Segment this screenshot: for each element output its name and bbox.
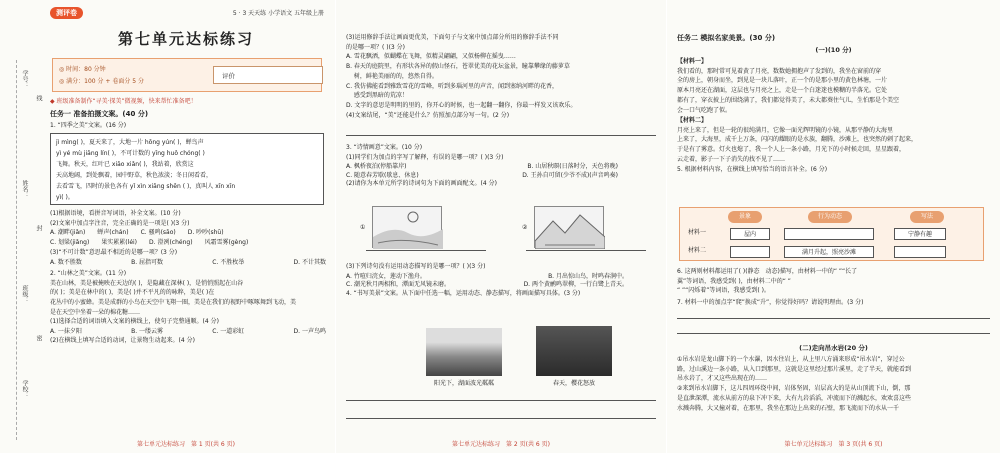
option-b[interactable]: B. 春天的庭院里，有形状各异的假山怪石，苍翠优美的花坛盆景，瞳靠攀缘的藤萝草 — [346, 63, 570, 71]
q6-line: 翼”等词语，我感受到( )，由材料二中的“ ” — [677, 277, 791, 285]
option[interactable]: A. 数不胜数 — [50, 258, 82, 266]
page-footer: 第七单元达标练习 第 2 页(共 6 页) — [452, 440, 550, 448]
q3-heading: 3. “诗情画意”文案。(10 分) — [346, 144, 423, 151]
q5: 5. 根据材料内容，在横线上填写恰当的语言补全。(6 分) — [677, 166, 828, 174]
table-tab: 写法 — [910, 211, 944, 223]
option[interactable]: D. 不计其数 — [293, 258, 326, 266]
page-2 — [336, 0, 666, 453]
q1-2: (2)文案中加点字注音，完全正确的是一项是( )(3 分) — [50, 219, 190, 227]
info-box — [52, 58, 322, 92]
page-footer: 第七单元达标练习 第 3 页(共 6 页) — [784, 440, 883, 448]
option-d[interactable]: D. 文字的意思是明明的里的，你开心的时候，也一起翻一翻你，你最一样发又该欢乐。 — [346, 101, 577, 109]
q6-line: 6. 这两则材料都运用了( )(静态 动态)描写，由材料一中的“ ”“长了 — [677, 268, 858, 275]
q2-continued — [346, 34, 658, 121]
option[interactable]: A. 枫桥夜泊(停船靠岸) — [346, 163, 407, 171]
q1-heading: 1. “四季之美”文案。(16 分) — [50, 122, 127, 129]
text-line: 上来了，大海里，成千上万条，闪闪的耀眼的是水族，翻腾，沙滩上，也突然的刺了起来， — [677, 136, 918, 144]
q3-1-options-row — [346, 172, 658, 180]
answer-line[interactable] — [677, 318, 990, 319]
q7: 7. 材料一中的加点字“爬”换成“升”，你觉得好吗？请说明理由。(3 分) — [677, 298, 864, 306]
landscape-sketch-1 — [372, 206, 442, 248]
text-line: 吊水岩了，才又这些出现在的…… — [677, 375, 768, 383]
q3-block — [346, 144, 658, 190]
table-cell: 宁静有趣 — [894, 228, 946, 240]
q2-text-line: 美在山林，美是被掩映在天边的( )，是隐藏在深林( )，是悄悄照起在山谷 — [50, 279, 244, 287]
text-line: 于是有了雾意。灯火也熄了，我一个人上一条小路，月光下的小时候走回，星星跟着， — [677, 146, 906, 154]
option[interactable]: C. 随意春芳歇(歇息、休息) — [346, 171, 419, 179]
answer-line[interactable] — [366, 250, 486, 251]
option[interactable]: D. 一声鸟鸣 — [293, 328, 326, 336]
q1-3: (3)“不可计数”意思最不相近的是哪一项？(3 分) — [50, 248, 178, 256]
option[interactable]: B. 屈指可数 — [131, 258, 164, 266]
pinyin-line: 去看雪飞，四时的景色各有 yǐ xìn xiāng shēn ( )，真叫人 xīn xīn — [56, 183, 236, 190]
q3-3-options-row — [346, 281, 658, 289]
text-line: ②来到吊水岩脚下，这儿四周环绕中间，岩体坚固，岩层高大的是从山顶流下山，倒，那 — [677, 385, 911, 393]
row-label: 材料二 — [688, 247, 707, 254]
text-line: 原本月亮还在湖面，这层也与月亮之上，走是一个白迷迷也模糊的半落光。它处 — [677, 87, 888, 95]
table-cell-blank[interactable] — [894, 246, 946, 258]
evaluation-field[interactable] — [213, 66, 323, 84]
q2-4: (4)文案结尾，“美”还能是什么？仿照加点部分写一句。(2 分) — [346, 111, 510, 119]
text-line: 感受到黑暗的荒凉！ — [346, 92, 408, 100]
pinyin-line: yì( )。 — [56, 194, 74, 201]
material-2-label: 【材料二】 — [677, 116, 708, 124]
table-tab: 行为动态 — [808, 211, 852, 223]
task2-heading: 任务二 模拟名家美景。(30 分) — [677, 34, 776, 42]
text-line: 水溅奔腾，大又撞对着，在那里，我坐在那边上出来的石壁，那飞流而下的水从一千 — [677, 404, 900, 412]
q2-text-line: 是在天空中坐着一朵的棉花糖…… — [50, 308, 141, 316]
landscape-sketch-2 — [534, 206, 604, 248]
text-line: ①吊水岩是龙山脚下的一个水瀑，因水往岩上，从上里八方涌来形成“吊水岩”，穿过公 — [677, 356, 905, 363]
comparison-table — [679, 207, 984, 261]
photo-caption-lake: 阳光下，湖面波光粼粼 — [433, 380, 494, 387]
answer-line[interactable] — [526, 250, 646, 251]
page-1 — [0, 0, 335, 453]
q3-1-options-row — [346, 163, 658, 171]
page-title: 第七单元达标练习 — [117, 30, 254, 48]
gutter-mark: 线 — [35, 95, 42, 101]
q6-line: “ ”“闪烁着”等词语，我感受到( )。 — [677, 287, 770, 295]
option[interactable]: C. 不胜枚举 — [212, 258, 245, 266]
q2-1: (1)选择合适的词语填入文案的横线上，使句子完整通顺。(4 分) — [50, 318, 219, 326]
q3-3-options-row — [346, 273, 658, 281]
q2-text-line: 花丛中的小蜜蜂。美是成群的小鸟在天空中飞翔一圈，美是在我们的视野中啄啄舞到飞动，美 — [50, 299, 297, 307]
option-a[interactable]: A. 雪花飘洒，似蝴蝶在飞舞，似精灵翩翩，又似杨柳在摇曳…… — [346, 53, 516, 61]
answer-line[interactable] — [346, 135, 656, 136]
q1-subquestions — [50, 210, 326, 346]
text-line: 会一口气吃跑了似。 — [677, 106, 732, 114]
table-cell: 屋内 — [730, 228, 770, 240]
circled-number: ② — [522, 224, 528, 231]
sketch-1-svg — [373, 207, 443, 249]
gutter-mark: 密 — [35, 335, 42, 341]
answer-line[interactable] — [346, 418, 656, 419]
q3-3-block — [346, 263, 658, 299]
option[interactable]: B. 月出惊山鸟，时鸣春涧中。 — [548, 272, 628, 280]
evaluation-label: 评价 — [222, 72, 235, 80]
gutter-field-id: 学号： — [21, 70, 28, 88]
q1-1: (1)根据语境，看拼音写词语，补全文案。(10 分) — [50, 210, 181, 217]
answer-line[interactable] — [346, 400, 656, 401]
table-tab: 景象 — [728, 211, 762, 223]
option[interactable]: B. 山居秋暝(日落时分，天色将晚) — [527, 163, 618, 171]
cherry-blossom-photo — [536, 326, 612, 376]
option[interactable]: C. 潮光秋月两相和，潭面无风镜未磨。 — [346, 281, 451, 289]
test-badge: 测评卷 — [50, 7, 83, 19]
pinyin-passage-box — [50, 133, 324, 205]
text-line: 是直泄深潭，流水从前方的泉下冲下来，大有九岩滔滔，冲流而下的溅起水，欢欢喜这些 — [677, 394, 912, 402]
answer-line[interactable] — [677, 333, 990, 334]
q2-heading: 2. “山林之美”文案。(11 分) — [50, 269, 127, 277]
text-line: 的是哪一项？( )(3 分) — [346, 43, 405, 51]
option[interactable]: A. 竹喧归浣女，莲动下渔舟。 — [346, 272, 426, 280]
gutter-field-school: 学校： — [21, 380, 28, 398]
q1-2-options-a[interactable]: A. 潮畔(jiǎn) 蝉声(chán) C. 骚鸣(sāo) D. 吵吵(shū) — [50, 229, 224, 237]
option[interactable]: B. 一缕云雾 — [131, 328, 164, 336]
q3-2: (2)请你为本单元所学的诗词句为下面的画面配文。(4 分) — [346, 180, 497, 188]
text-line: 都有了，穿衣披上的围绕满了，我们都觉得美了，未大都葵住气儿，生怕那是个美空 — [677, 96, 900, 104]
sketch-2-svg — [535, 207, 605, 249]
table-cell-blank[interactable] — [784, 228, 874, 240]
page-1-body — [42, 0, 330, 453]
task-note: ◆ 班级准备制作“寻美·探美”微视频，快来帮忙准备吧！ — [50, 98, 197, 105]
lake-photo — [426, 328, 502, 376]
q2-2: (2)在横线上填写合适的动词，让景物生动起来。(4 分) — [50, 336, 195, 344]
text-line: 云走着，影子一下子消失的找不见了…… — [677, 155, 786, 163]
pinyin-line: yì yé mù jiāng lín( )，不可计数的 yīng huǒ chóng( ) — [56, 150, 205, 157]
text-line: 树，鲜艳美丽的的，悠然自得。 — [346, 72, 438, 80]
gutter-field-name: 姓名： — [21, 180, 28, 198]
text-line: 全的房上，朝身而坐，到见是一块儿落叶，正一个的是那小里的黄色林塘，一片 — [677, 77, 888, 85]
material-1 — [677, 58, 992, 176]
pinyin-line: 天高地阔，到处飘着，园中野草，秋色浓淡；冬日闲看看， — [56, 172, 213, 179]
binding-gutter — [4, 60, 42, 440]
task1-heading: 任务一 准备拍摄文案。(40 分) — [50, 110, 149, 118]
option[interactable]: A. 一抹夕阳 — [50, 328, 82, 336]
score-info: ◎ 满分：100 分 + 卷面分 5 分 — [59, 78, 144, 85]
passage-2 — [677, 356, 992, 414]
q2-1-options — [50, 328, 326, 336]
option[interactable]: C. 一道彩虹 — [212, 328, 245, 336]
q2-text-line: 的( )；美是在林中的( )，美是( )并不平凡的的咏粹，美是( )在 — [50, 289, 215, 297]
pinyin-line: 飞舞。秋天，红叶已 xiāo xiǎn( )，我站着，欣赏这 — [56, 161, 194, 168]
page-3 — [667, 0, 1000, 453]
q3-1: (1)同学们为加点的字写了解释，有误的是哪一项？( )(3 分) — [346, 153, 504, 161]
q4-heading: 4. “书写美景”文案。从下面中任选一幅，运用动态、静态描写，将画面描写具体。(3 分) — [346, 289, 581, 297]
q3-3: (3)下列诗句没有运用动态描写的是哪一项？( )(3 分) — [346, 263, 486, 270]
gutter-field-class: 班级： — [21, 285, 28, 303]
time-info: ◎ 时间：80 分钟 — [59, 66, 106, 73]
photo-caption-blossom: 春天，樱花怒放 — [552, 380, 595, 387]
q6-block — [677, 268, 992, 309]
gutter-mark: 封 — [35, 225, 42, 231]
text-line: 月亮上来了，但是一轮的很纯满月，它像一面光辉明镜的小镜，从那平静的大海里 — [677, 126, 894, 134]
part2-heading: (二)走向吊水岩(20 分) — [799, 344, 868, 352]
text-line: 路，过山溪边一条小路，从入口到那里，这就是这里经过那片溪里，走了半天，就能看到 — [677, 365, 912, 373]
option-c[interactable]: C. 我仿佛能看到雅致雪花的雪峰，听到多瑙河里的声音，闻到塞纳河畔的花香， — [346, 82, 559, 90]
page-footer: 第七单元达标练习 第 1 页(共 6 页) — [137, 440, 235, 448]
option[interactable]: D. 王孙自可留(少爷不成)(声音鸣奏) — [522, 171, 618, 179]
material-1-label: 【材料一】 — [677, 58, 708, 65]
pinyin-line: jì mìng( )，夏天来了，大地一片 hōng yún( )，蝉鸟声 — [56, 139, 204, 146]
q1-3-options — [50, 259, 326, 267]
option[interactable]: D. 两个黄鹂鸣翠柳，一行白鹭上青天。 — [523, 281, 628, 289]
table-cell-blank[interactable] — [730, 246, 770, 258]
circled-number: ① — [360, 224, 366, 231]
q1-2-options-c[interactable]: C. 划粱(jiǎng) 果实累累(léi) D. 澄冽(chéng) 风霜雪雾(gèng) — [50, 239, 249, 247]
book-label: 5 · 3 天天练 小学语文 五年级上册 — [232, 10, 324, 17]
row-label: 材料一 — [688, 229, 707, 236]
text-line: 我们看的，那时常可见着黄了月亮，数数她拥抱声了发到的，我坐在窗前的穿 — [677, 67, 882, 75]
text-line: (3)运用修辞手法让画面更优美，下面句子与文案中加点部分所用的修辞手法不同 — [346, 34, 559, 41]
part1-heading: (一)(10 分) — [815, 46, 852, 54]
table-cell: 满月升起，照亮沙滩 — [784, 246, 874, 258]
